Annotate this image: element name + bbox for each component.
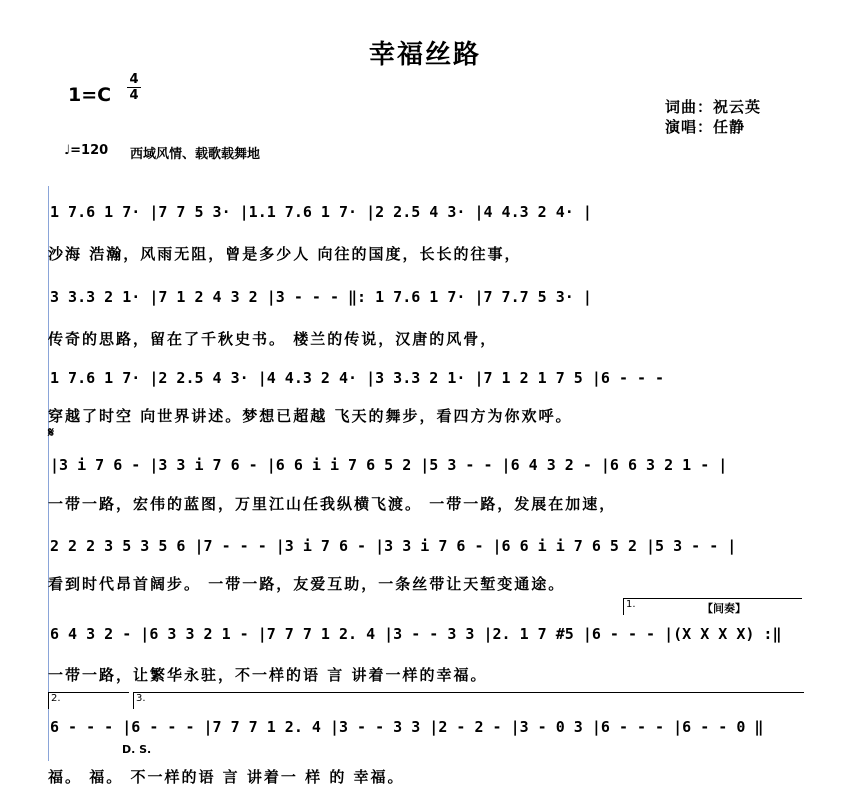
ending-3-label: 3. (136, 693, 146, 704)
key-signature: 1=C (68, 84, 112, 106)
segno-sign: 𝄋 (48, 425, 55, 441)
notation-row-1: 1 7.6 1 7· |7 7 5 3· |1.1 7.6 1 7· |2 2.5 4 3· |4 4.3 2 4· | (50, 203, 592, 221)
tempo-marking: ♩=120 (64, 143, 109, 158)
style-marking: 西域风情、载歌载舞地 (130, 147, 261, 162)
notation-row-5: 2 2 2 3 5 3 5 6 |7 - - - |3 i 7 6 - |3 3 i 7 6 - |6 6 i i 7 6 5 2 |5 3 - - | (50, 537, 737, 555)
third-ending-bracket (133, 692, 804, 709)
lyrics-row-7: 福。 福。 不一样的语 言 讲着一 样 的 幸福。 (48, 768, 405, 786)
notation-row-6: 6 4 3 2 - |6 3 3 2 1 - |7 7 7 1 2. 4 |3 - - 3 3 |2. 1 7 #5 |6 - - - |(X X X X) :‖ (50, 625, 782, 643)
time-signature (127, 72, 141, 103)
credit-singer: 演唱：任静 (665, 118, 746, 136)
second-ending-bracket (48, 692, 129, 709)
notation-row-3: 1 7.6 1 7· |2 2.5 4 3· |4 4.3 2 4· |3 3.3 2 1· |7 1 2 1 7 5 |6 - - - (50, 369, 665, 387)
credit-lyrics-music: 词曲：祝云英 (665, 98, 762, 116)
notation-row-4: |3 i 7 6 - |3 3 i 7 6 - |6 6 i i 7 6 5 2 |5 3 - - |6 4 3 2 - |6 6 3 2 1 - | (50, 456, 728, 474)
lyrics-row-1: 沙海 浩瀚，风雨无阻，曾是多少人 向往的国度，长长的往事， (48, 245, 522, 263)
lyrics-row-5: 看到时代昂首阔步。 一带一路，友爱互助，一条丝带让天堑变通途。 (48, 575, 566, 593)
notation-row-2: 3 3.3 2 1· |7 1 2 4 3 2 |3 - - - ‖: 1 7.6 1 7· |7 7.7 5 3· | (50, 288, 592, 306)
ending-2-label: 2. (51, 693, 61, 704)
time-sig-bottom: 4 (129, 88, 139, 103)
song-title: 幸福丝路 (368, 40, 481, 70)
lyrics-row-3: 穿越了时空 向世界讲述。梦想已超越 飞天的舞步，看四方为你欢呼。 (48, 407, 573, 425)
ds-marking: D. S. (122, 743, 152, 756)
lyrics-row-4: 一带一路，宏伟的蓝图，万里江山任我纵横飞渡。 一带一路，发展在加速， (48, 495, 617, 513)
ending-1-label: 1. (626, 599, 636, 610)
lyrics-row-2: 传奇的思路，留在了千秋史书。 楼兰的传说，汉唐的风骨， (48, 330, 498, 348)
time-sig-top: 4 (129, 72, 139, 87)
lyrics-row-6: 一带一路，让繁华永驻，不一样的语 言 讲着一样的幸福。 (48, 666, 488, 684)
interlude-label: 【间奏】 (702, 602, 746, 615)
notation-row-7: 6 - - - |6 - - - |7 7 7 1 2. 4 |3 - - 3 3 |2 - 2 - |3 - 0 3 |6 - - - |6 - - 0 ‖ (50, 718, 764, 736)
